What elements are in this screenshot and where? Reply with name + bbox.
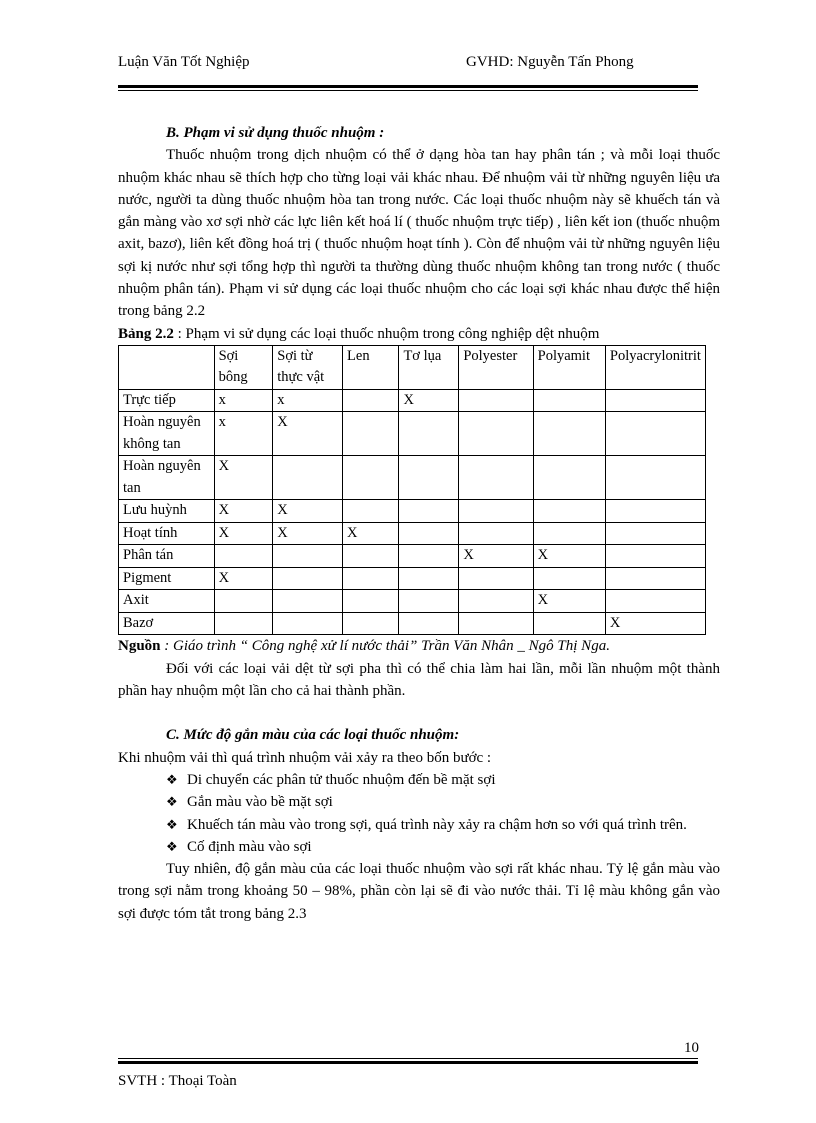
table-cell xyxy=(399,500,459,523)
table-header-cell: Polyacrylonitrit xyxy=(605,345,705,389)
table-header-cell: Polyester xyxy=(459,345,533,389)
table-cell xyxy=(214,612,273,635)
table-row xyxy=(119,389,706,412)
table-cell xyxy=(399,612,459,635)
table-header-cell: Len xyxy=(343,345,399,389)
dye-type-cell: Phân tán xyxy=(119,545,215,568)
table-row xyxy=(119,545,706,568)
table-row xyxy=(119,612,706,635)
list-item-text: Khuếch tán màu vào trong sợi, quá trình này xảy ra chậm hơn so với quá trình trên. xyxy=(187,816,687,833)
table-cell xyxy=(605,567,705,590)
table-caption-text: : Phạm vi sử dụng các loại thuốc nhuộm trong công nghiệp dệt nhuộm xyxy=(173,325,600,342)
table-cell: x xyxy=(214,389,273,412)
table-cell: X xyxy=(214,456,273,500)
table-cell xyxy=(399,590,459,613)
table-cell xyxy=(273,567,343,590)
table-cell xyxy=(214,545,273,568)
dye-type-cell: Lưu huỳnh xyxy=(119,500,215,523)
table-cell xyxy=(605,389,705,412)
source-text: : Giáo trình “ Công nghệ xử lí nước thải” Trần Văn Nhân _ Ngô Thị Nga. xyxy=(160,638,610,655)
table-cell: X xyxy=(533,545,605,568)
table-header-row xyxy=(119,345,706,389)
table-cell xyxy=(214,590,273,613)
table-cell xyxy=(273,590,343,613)
dye-type-cell: Pigment xyxy=(119,567,215,590)
page-content xyxy=(118,122,720,925)
section-c-paragraph: Tuy nhiên, độ gắn màu của các loại thuốc nhuộm vào sợi rất khác nhau. Tỷ lệ gắn màu vào trong sợi nằm trong khoảng 50 – 98%, phần còn lại sẽ đi vào nước thải. Tỉ lệ màu không gắn vào sợi được tóm tắt trong bảng 2.3 xyxy=(118,861,720,922)
table-cell xyxy=(343,545,399,568)
table-cell xyxy=(273,456,343,500)
table-cell xyxy=(459,612,533,635)
header-title: Luận Văn Tốt Nghiệp xyxy=(118,54,250,70)
table-cell xyxy=(533,612,605,635)
dye-type-cell: Hoàn nguyên tan xyxy=(119,456,215,500)
table-cell: X xyxy=(459,545,533,568)
table-row xyxy=(119,456,706,500)
table-cell: X xyxy=(214,522,273,545)
bullet-diamond-icon: ❖ xyxy=(166,794,178,810)
list-item xyxy=(142,769,720,791)
table-cell xyxy=(343,590,399,613)
table-cell: x xyxy=(273,389,343,412)
table-cell xyxy=(273,545,343,568)
table-cell xyxy=(399,545,459,568)
table-cell xyxy=(459,522,533,545)
table-cell: X xyxy=(273,500,343,523)
dye-usage-table xyxy=(118,345,706,636)
table-cell xyxy=(399,412,459,456)
list-item xyxy=(142,814,720,836)
table-cell xyxy=(533,412,605,456)
table-cell xyxy=(459,567,533,590)
table-header-cell: Sợi bông xyxy=(214,345,273,389)
footer-rule-thin xyxy=(118,1058,698,1059)
table-header-cell: Sợi từ thực vật xyxy=(273,345,343,389)
table-cell xyxy=(343,412,399,456)
table-source xyxy=(118,635,720,657)
table-row xyxy=(119,590,706,613)
table-cell xyxy=(459,412,533,456)
section-c-heading: C. Mức độ gắn màu của các loại thuốc nhuộm: xyxy=(166,727,460,744)
footer-rule-thick xyxy=(118,1061,698,1064)
header-rule-thin xyxy=(118,90,698,91)
list-item-text: Cố định màu vào sợi xyxy=(187,838,312,855)
footer-author: SVTH : Thoại Toàn xyxy=(118,1073,237,1089)
table-cell xyxy=(605,412,705,456)
table-cell xyxy=(605,456,705,500)
table-cell xyxy=(605,590,705,613)
table-cell: X xyxy=(343,522,399,545)
dye-type-cell: Hoàn nguyên không tan xyxy=(119,412,215,456)
table-cell xyxy=(343,456,399,500)
table-cell xyxy=(399,522,459,545)
table-cell xyxy=(533,522,605,545)
table-caption-label: Bảng 2.2 xyxy=(118,325,174,342)
table-cell: X xyxy=(214,567,273,590)
dye-type-cell: Trực tiếp xyxy=(119,389,215,412)
after-table-paragraph: Đối với các loại vải dệt từ sợi pha thì có thể chia làm hai lần, mỗi lần nhuộm một thành phần hay nhuộm một lần cho cả hai thành phần. xyxy=(118,660,720,700)
table-cell xyxy=(459,590,533,613)
table-caption xyxy=(118,323,720,345)
table-cell xyxy=(343,500,399,523)
table-cell xyxy=(343,389,399,412)
table-header-cell xyxy=(119,345,215,389)
table-cell: X xyxy=(214,500,273,523)
table-cell: X xyxy=(399,389,459,412)
steps-list xyxy=(118,769,720,858)
list-item-text: Gắn màu vào bề mặt sợi xyxy=(187,794,333,811)
table-row xyxy=(119,412,706,456)
section-c-intro: Khi nhuộm vải thì quá trình nhuộm vải xảy ra theo bốn bước : xyxy=(118,749,492,766)
table-cell xyxy=(343,612,399,635)
table-cell xyxy=(605,500,705,523)
table-cell xyxy=(533,456,605,500)
table-row xyxy=(119,522,706,545)
list-item xyxy=(142,791,720,813)
table-cell xyxy=(605,545,705,568)
table-row xyxy=(119,567,706,590)
table-cell xyxy=(343,567,399,590)
table-header-cell: Polyamit xyxy=(533,345,605,389)
table-cell xyxy=(273,612,343,635)
table-header-cell: Tơ lụa xyxy=(399,345,459,389)
table-cell xyxy=(399,567,459,590)
table-cell: x xyxy=(214,412,273,456)
section-b-paragraph: Thuốc nhuộm trong dịch nhuộm có thể ở dạng hòa tan hay phân tán ; và mỗi loại thuốc nhuộm khác nhau sẽ thích hợp cho từng loại vải khác nhau. Để nhuộm vải từ những nguyên liệu ưa nước, người ta dùng thuốc nhuộm hòa tan trong nước. Các loại thuốc nhuộm này sẽ khuếch tán và gắn màng vào xơ sợi nhờ các lực liên kết hoá lí ( thuốc nhuộm trực tiếp) , liên kết ion (thuốc nhuộm axit, bazơ), liên kết đồng hoá trị ( thuốc nhuộm hoạt tính ). Còn để nhuộm vải từ những nguyên liệu sợi kị nước như sợi tổng hợp thì người ta thường dùng thuốc nhuộm không tan trong nước ( thuốc nhuộm phân tán). Phạm vi sử dụng các loại thuốc nhuộm cho các loại sợi khác nhau được thể hiện trong bảng 2.2 xyxy=(118,147,720,320)
header-rule-thick xyxy=(118,85,698,88)
header-advisor: GVHD: Nguyễn Tấn Phong xyxy=(466,54,634,70)
page-number: 10 xyxy=(684,1040,699,1056)
dye-type-cell: Bazơ xyxy=(119,612,215,635)
table-cell xyxy=(533,500,605,523)
bullet-diamond-icon: ❖ xyxy=(166,771,178,787)
bullet-diamond-icon: ❖ xyxy=(166,838,178,854)
table-cell xyxy=(605,522,705,545)
section-b-heading: B. Phạm vi sử dụng thuốc nhuộm : xyxy=(166,125,385,141)
source-label: Nguồn xyxy=(118,638,161,655)
table-cell: X xyxy=(533,590,605,613)
table-row xyxy=(119,500,706,523)
table-cell: X xyxy=(273,522,343,545)
list-item xyxy=(142,836,720,858)
table-cell xyxy=(533,389,605,412)
dye-type-cell: Hoạt tính xyxy=(119,522,215,545)
table-cell: X xyxy=(605,612,705,635)
table-cell: X xyxy=(273,412,343,456)
list-item-text: Di chuyển các phân tử thuốc nhuộm đến bề mặt sợi xyxy=(187,771,496,788)
table-cell xyxy=(399,456,459,500)
dye-type-cell: Axit xyxy=(119,590,215,613)
table-cell xyxy=(459,456,533,500)
table-cell xyxy=(459,389,533,412)
table-cell xyxy=(533,567,605,590)
table-cell xyxy=(459,500,533,523)
bullet-diamond-icon: ❖ xyxy=(166,816,178,832)
